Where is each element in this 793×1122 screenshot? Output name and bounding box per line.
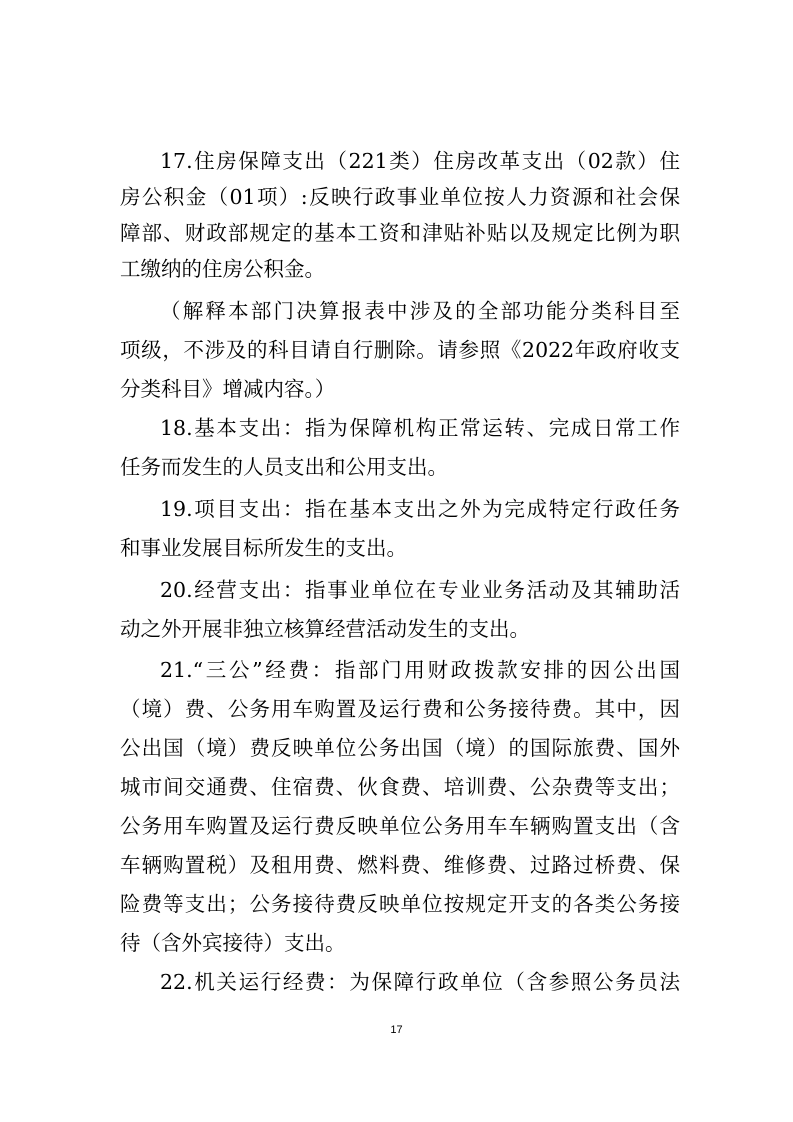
text-line: 公出国（境）费反映单位公务出国（境）的国际旅费、国外 [120,736,680,760]
page-number: 17 [390,1024,403,1036]
text-line: 公务用车购置及运行费反映单位公务用车车辆购置支出（含 [120,814,680,838]
text-line: 工缴纳的住房公积金。 [120,257,325,281]
text-line: 城市间交通费、住宿费、伙食费、培训费、公杂费等支出； [120,775,680,799]
text-line: 19.项目支出：指在基本支出之外为完成特定行政任务 [160,497,680,521]
text-line: 18.基本支出：指为保障机构正常运转、完成日常工作 [160,416,680,440]
text-line: 动之外开展非独立核算经营活动发生的支出。 [120,617,530,641]
text-line: 车辆购置税）及租用费、燃料费、维修费、过路过桥费、保 [120,853,680,877]
text-line: 22.机关运行经费：为保障行政单位（含参照公务员法 [160,970,680,994]
text-line: 房公积金（01项）:反映行政事业单位按人力资源和社会保 [120,185,680,209]
text-line: 21.“三公”经费：指部门用财政拨款安排的因公出国 [160,658,680,682]
text-line: 项级，不涉及的科目请自行删除。请参照《2022年政府收支 [120,338,680,362]
text-line: 和事业发展目标所发生的支出。 [120,536,407,560]
text-line: 任务而发生的人员支出和公用支出。 [120,455,448,479]
text-line: 待（含外宾接待）支出。 [120,931,346,955]
text-line: 20.经营支出：指事业单位在专业业务活动及其辅助活 [160,578,680,602]
text-line: 障部、财政部规定的基本工资和津贴补贴以及规定比例为职 [120,221,680,245]
text-line: 17.住房保障支出（221类）住房改革支出（02款）住 [160,149,680,173]
text-line: 分类科目》增减内容。） [120,377,336,401]
text-line: 险费等支出；公务接待费反映单位按规定开支的各类公务接 [120,892,680,916]
text-line: （境）费、公务用车购置及运行费和公务接待费。其中，因 [120,697,680,721]
text-line: （解释本部门决算报表中涉及的全部功能分类科目至 [160,299,680,323]
